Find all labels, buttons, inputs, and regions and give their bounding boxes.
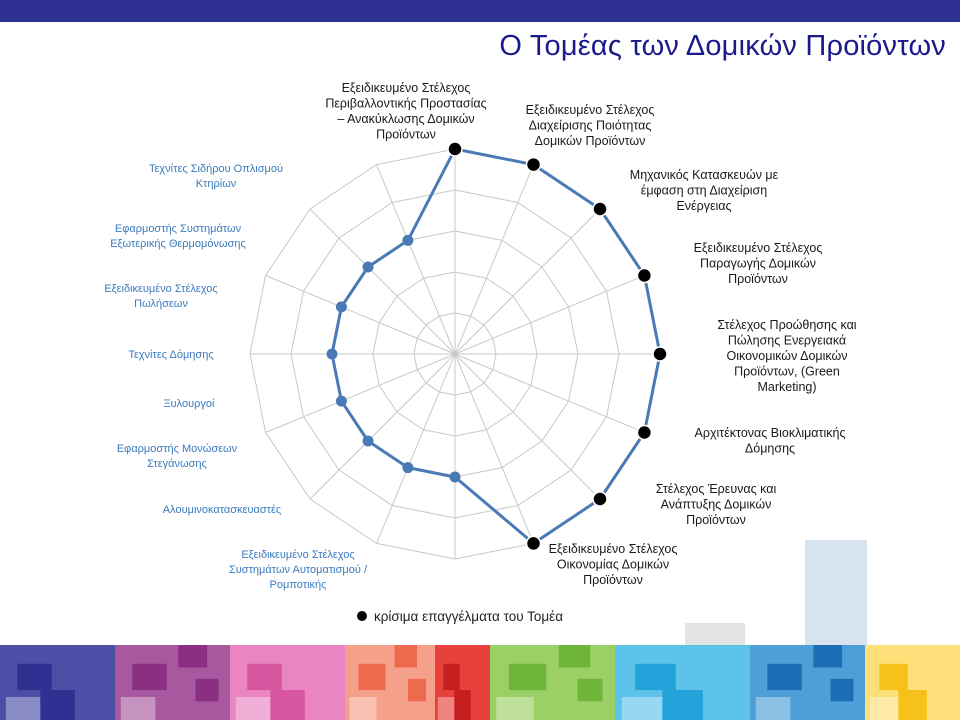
band-highlight	[870, 697, 899, 720]
grid-spoke	[377, 354, 456, 543]
axis-label: Στέλεχος Προώθησης και Πώλησης Ενεργειακά Οικονομικών Δομικών Προϊόντων, (Green Marketing)	[717, 318, 857, 394]
critical-marker	[637, 426, 651, 440]
data-marker	[327, 349, 338, 360]
axis-label: Τεχνίτες Σιδήρου Οπλισμού Κτηρίων	[148, 163, 284, 190]
axis-label: Εφαρμοστής Συστημάτων Εξωτερικής Θερμομόνωσης	[110, 223, 246, 250]
grid-spoke	[455, 354, 534, 543]
critical-marker	[593, 202, 607, 216]
band-pixel	[359, 664, 386, 690]
grid-spoke	[310, 354, 455, 499]
band-pixel	[454, 690, 471, 720]
data-marker	[402, 462, 413, 473]
grid-spoke	[455, 209, 600, 354]
data-marker	[363, 262, 374, 273]
band-pixel	[813, 645, 842, 668]
band-pixel	[178, 645, 207, 668]
data-marker	[450, 472, 461, 483]
grid-spoke	[455, 354, 644, 433]
band-pixel	[270, 690, 305, 720]
band-highlight	[756, 697, 791, 720]
band-pixel	[879, 664, 908, 690]
axis-label: Εξειδικευμένο Στέλεχος Συστημάτων Αυτοματισμού / Ρομποτικής	[228, 549, 368, 591]
band-pixel	[132, 664, 167, 690]
band-pixel	[559, 645, 590, 668]
axis-label: Εξειδικευμένο Στέλεχος Διαχείρισης Ποιότητας Δομικών Προϊόντων	[525, 103, 655, 148]
legend-label: κρίσιμα επαγγέλματα του Τομέα	[374, 609, 563, 624]
data-marker	[402, 235, 413, 246]
grid-spoke	[455, 165, 534, 354]
data-marker	[363, 436, 374, 447]
grid-spoke	[266, 276, 455, 355]
axis-label: Τεχνίτες Δόμησης	[128, 349, 214, 361]
band-highlight	[121, 697, 156, 720]
radar-series	[327, 142, 668, 550]
band-pixel	[635, 664, 676, 690]
band-highlight	[496, 697, 534, 720]
band-pixel	[831, 679, 854, 702]
critical-marker	[637, 269, 651, 283]
grid-spoke	[266, 354, 455, 433]
axis-label: Εφαρμοστής Μονώσεων Στεγάνωσης	[116, 443, 238, 470]
axis-label: Εξειδικευμένο Στέλεχος Πωλήσεων	[104, 283, 218, 310]
band-pixel	[662, 690, 703, 720]
axis-label: Αλουμινοκατασκευαστές	[162, 504, 282, 516]
axis-label: Στέλεχος Έρευνας και Ανάπτυξης Δομικών Προϊόντων	[655, 482, 777, 527]
band-highlight	[350, 697, 377, 720]
critical-marker	[593, 492, 607, 506]
axis-label: Εξειδικευμένο Στέλεχος Οικονομίας Δομικών Προϊόντων	[548, 542, 678, 587]
band-pixel	[898, 690, 927, 720]
grid-spoke	[377, 165, 456, 354]
series-line	[332, 149, 660, 543]
band-highlight	[438, 697, 455, 720]
grid-spoke	[310, 209, 455, 354]
axis-label: Εξειδικευμένο Στέλεχος Περιβαλλοντικής Προστασίας – Ανακύκλωσης Δομικών Προϊόντων	[325, 81, 487, 142]
axis-label: Ξυλουργοί	[163, 398, 215, 410]
band-pixel	[578, 679, 603, 702]
band-pixel	[17, 664, 52, 690]
grid-spoke	[455, 354, 600, 499]
critical-marker	[653, 347, 667, 361]
legend-marker	[357, 611, 367, 621]
band-highlight	[6, 697, 41, 720]
decorative-pixel-band	[0, 645, 960, 720]
band-pixel	[247, 664, 281, 690]
axis-labels	[104, 81, 856, 591]
data-marker	[336, 396, 347, 407]
band-pixel	[40, 690, 75, 720]
page-title: Ο Τομέας των Δομικών Προϊόντων	[499, 30, 946, 62]
critical-marker	[448, 142, 462, 156]
critical-marker	[527, 536, 541, 550]
band-pixel	[509, 664, 547, 690]
band-pixel	[443, 664, 460, 690]
axis-label: Εξειδικευμένο Στέλεχος Παραγωγής Δομικών Προϊόντων	[693, 241, 823, 286]
band-pixel	[395, 645, 418, 668]
band-pixel	[196, 679, 219, 702]
band-highlight	[236, 697, 270, 720]
axis-label: Αρχιτέκτονας Βιοκλιματικής Δόμησης	[694, 426, 846, 456]
grid-spoke	[455, 276, 644, 355]
critical-marker	[527, 158, 541, 172]
data-marker	[336, 301, 347, 312]
legend	[357, 609, 563, 624]
band-pixel	[408, 679, 426, 702]
band-pixel	[767, 664, 802, 690]
band-highlight	[622, 697, 663, 720]
axis-label: Μηχανικός Κατασκευών με έμφαση στη Διαχείριση Ενέργειας	[629, 168, 779, 213]
